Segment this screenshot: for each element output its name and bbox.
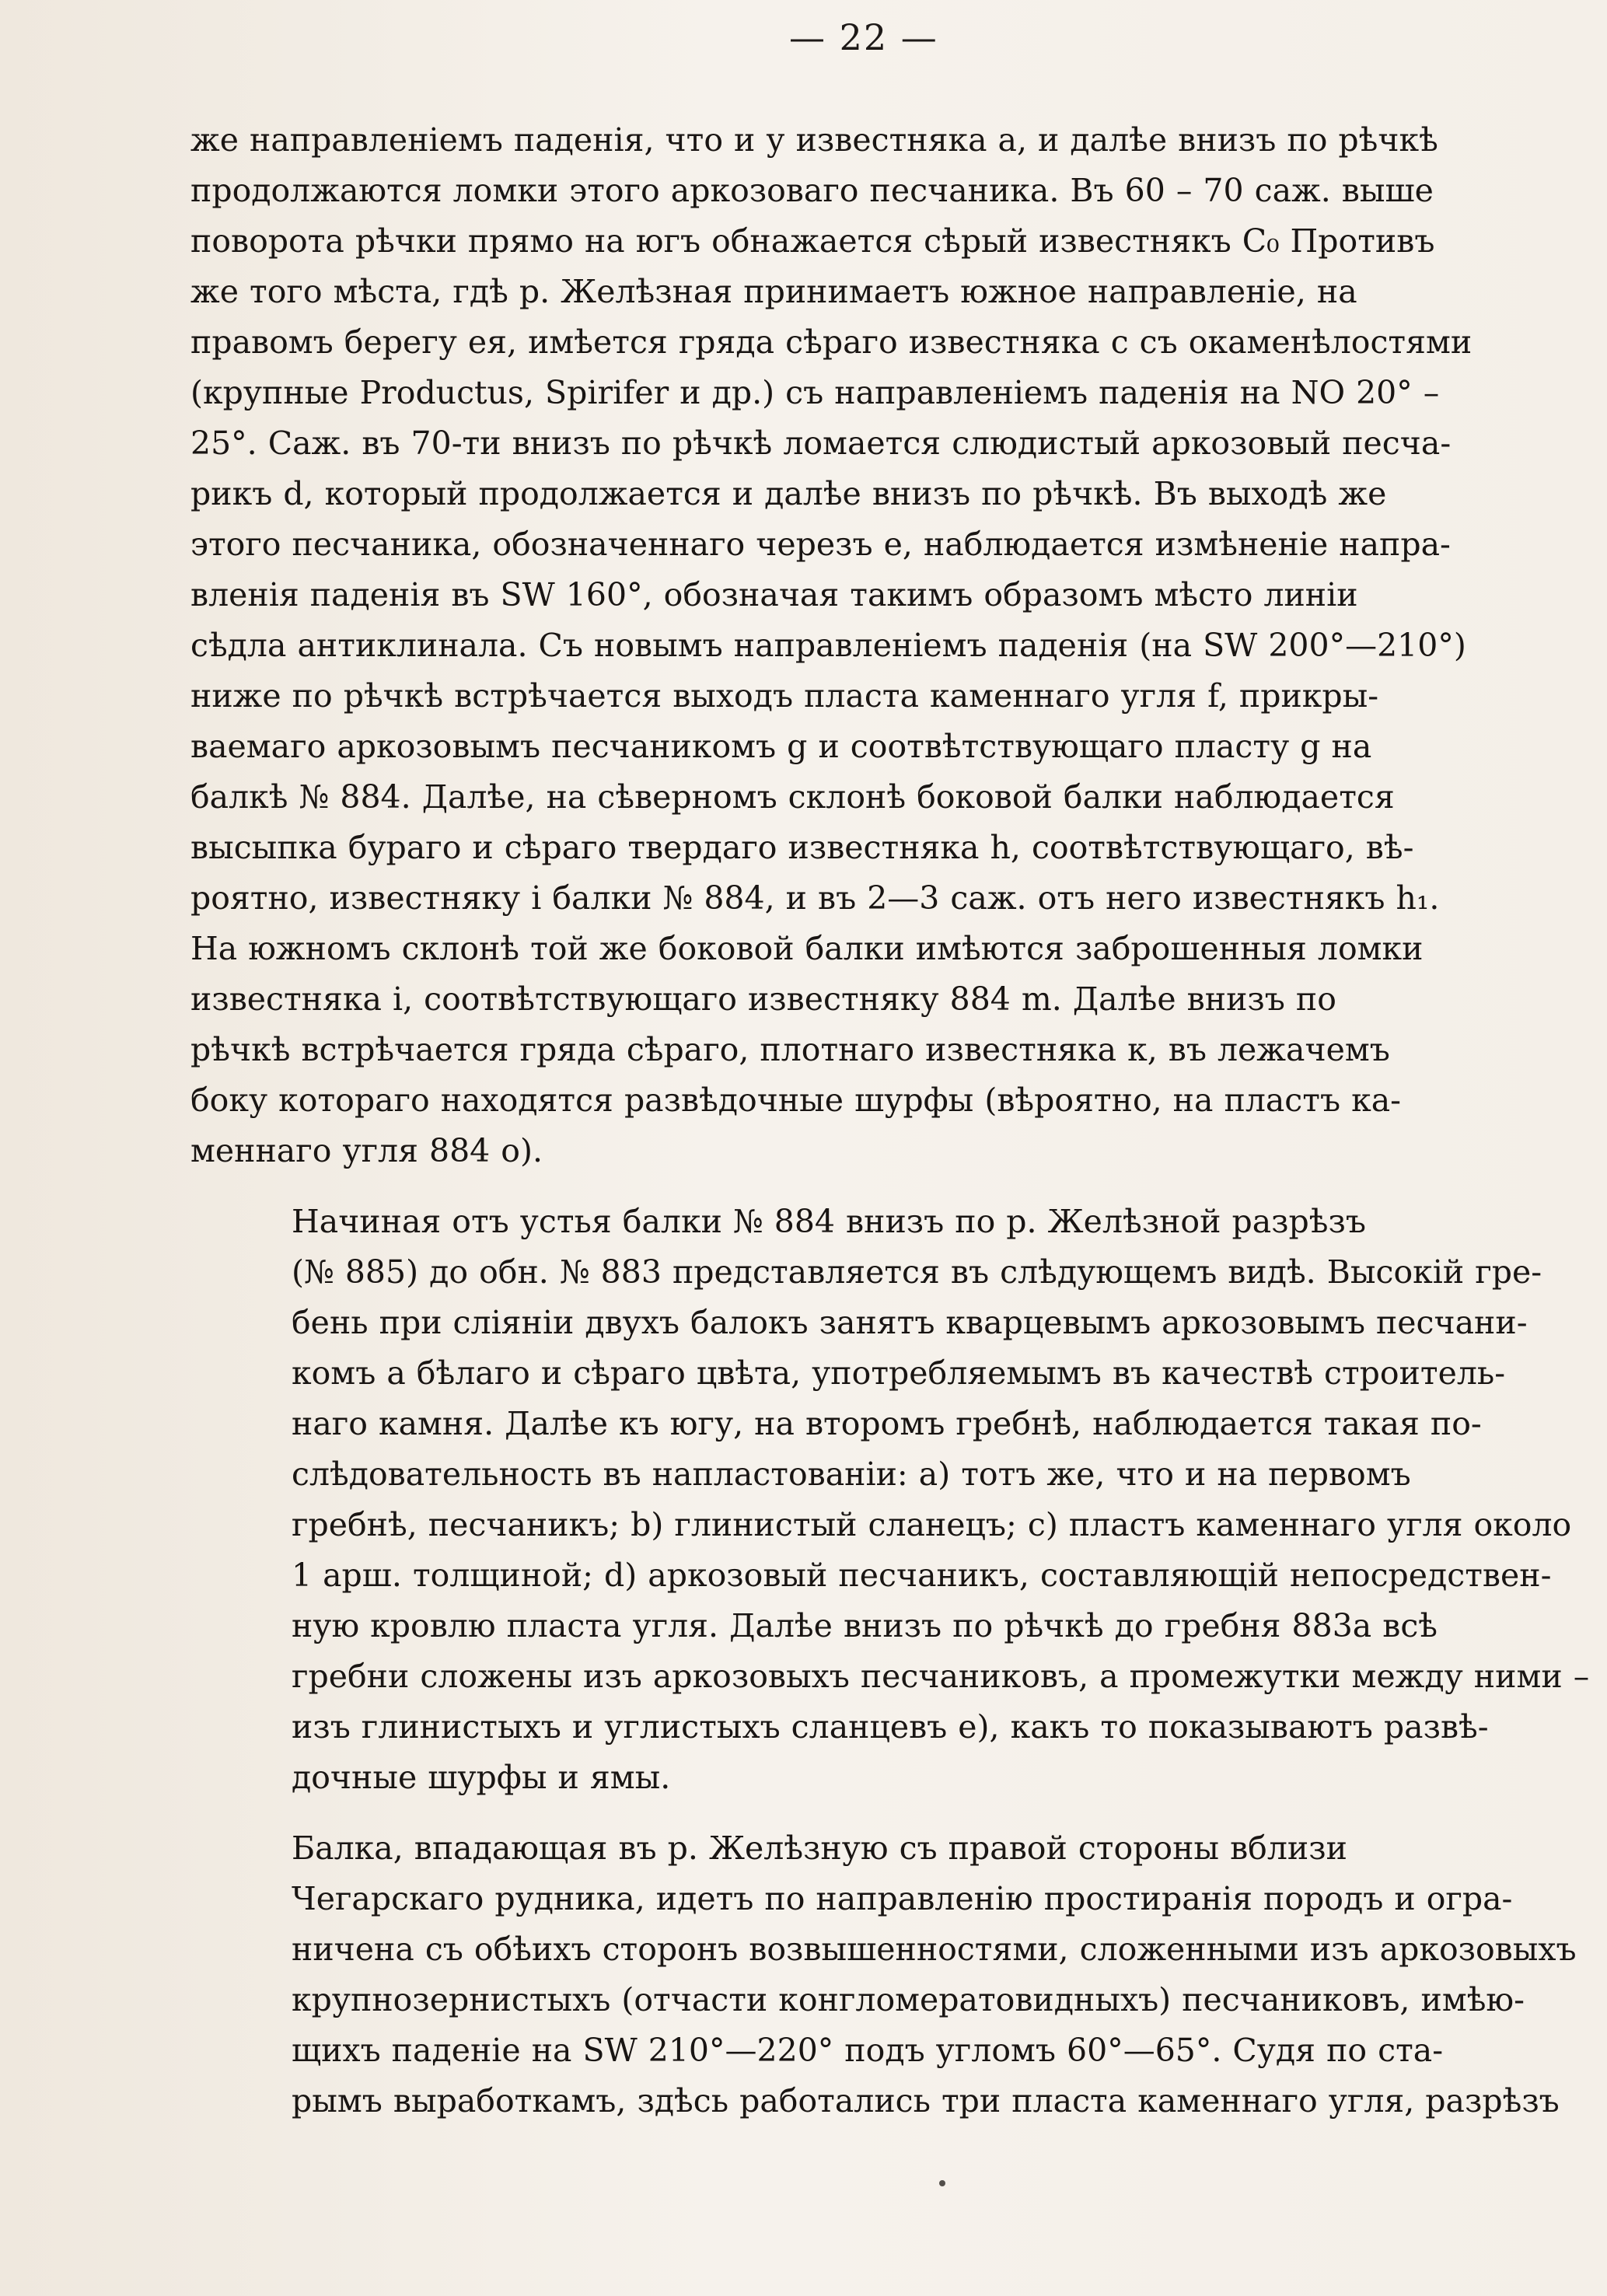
paragraph-1-line-2: продолжаются ломки этого аркозоваго песчаника. Въ 60 – 70 саж. выше xyxy=(190,172,1434,209)
paragraph-1-line-21: меннаго угля 884 о). xyxy=(190,1132,543,1169)
paragraph-2-line-1: Начиная отъ устья балки № 884 внизъ по р. Желѣзной разрѣзъ xyxy=(292,1203,1366,1240)
paragraph-2-line-2: (№ 885) до обн. № 883 представляется въ слѣдующемъ видѣ. Высокій гре- xyxy=(292,1253,1542,1291)
paragraph-1-line-16: роятно, известняку і балки № 884, и въ 2—3 саж. отъ него известнякъ h₁. xyxy=(190,879,1440,917)
paragraph-1-line-9: этого песчаника, обозначеннаго черезъ е, наблюдается измѣненіе напра- xyxy=(190,526,1451,563)
paragraph-3 xyxy=(190,1823,1582,2127)
paragraph-2-line-4: комъ а бѣлаго и сѣраго цвѣта, употребляемымъ въ качествѣ строитель- xyxy=(292,1354,1506,1392)
paragraph-1-line-14: балкѣ № 884. Далѣе, на сѣверномъ склонѣ боковой балки наблюдается xyxy=(190,778,1395,816)
paragraph-1-line-4: же того мѣста, гдѣ р. Желѣзная принимаетъ южное направленіе, на xyxy=(190,273,1357,310)
paragraph-1-line-10: вленія паденія въ SW 160°, обозначая такимъ образомъ мѣсто линіи xyxy=(190,576,1358,613)
paragraph-2-line-6: слѣдовательность въ напластованіи: а) тотъ же, что и на первомъ xyxy=(292,1456,1411,1493)
paragraph-1-line-8: рикъ d, который продолжается и далѣе внизъ по рѣчкѣ. Въ выходѣ же xyxy=(190,475,1387,512)
page-content xyxy=(190,115,1590,2147)
paragraph-1 xyxy=(190,115,1582,1176)
paragraph-2-line-12: дочные шурфы и ямы. xyxy=(292,1759,671,1796)
paragraph-2 xyxy=(190,1197,1590,1803)
paragraph-1-line-7: 25°. Саж. въ 70-ти внизъ по рѣчкѣ ломается слюдистый аркозовый песча- xyxy=(190,425,1452,462)
paragraph-1-line-3: поворота рѣчки прямо на югъ обнажается сѣрый известнякъ C₀ Противъ xyxy=(190,222,1435,260)
paragraph-1-line-19: рѣчкѣ встрѣчается гряда сѣраго, плотнаго известняка к, въ лежачемъ xyxy=(190,1031,1390,1068)
paragraph-3-line-2: Чегарскаго рудника, идетъ по направленію простиранія породъ и огра- xyxy=(292,1880,1513,1917)
paragraph-1-line-11: сѣдла антиклинала. Съ новымъ направленіемъ паденія (на SW 200°—210°) xyxy=(190,627,1466,664)
paragraph-3-line-3: ничена съ обѣихъ сторонъ возвышенностями, сложенными изъ аркозовыхъ xyxy=(292,1931,1577,1968)
paragraph-2-line-8: 1 арш. толщиной; d) аркозовый песчаникъ, составляющій непосредствен- xyxy=(292,1557,1552,1594)
paragraph-2-line-10: гребни сложены изъ аркозовыхъ песчаниковъ, а промежутки между ними – xyxy=(292,1658,1590,1695)
paragraph-1-line-18: известняка і, соотвѣтствующаго известняку 884 m. Далѣе внизъ по xyxy=(190,980,1336,1018)
paragraph-1-line-17: На южномъ склонѣ той же боковой балки имѣются заброшенныя ломки xyxy=(190,930,1424,967)
paragraph-1-line-20: боку котораго находятся развѣдочные шурфы (вѣроятно, на пластъ ка- xyxy=(190,1082,1401,1119)
paragraph-2-line-3: бень при сліяніи двухъ балокъ занятъ кварцевымъ аркозовымъ песчани- xyxy=(292,1304,1528,1341)
paragraph-2-line-11: изъ глинистыхъ и углистыхъ сланцевъ е), какъ то показываютъ развѣ- xyxy=(292,1708,1489,1746)
footer-dot xyxy=(939,2180,945,2186)
paragraph-2-line-7: гребнѣ, песчаникъ; b) глинистый сланецъ; с) пластъ каменнаго угля около xyxy=(292,1506,1572,1543)
page-number: — 22 — xyxy=(789,16,938,58)
paragraph-3-line-4: крупнозернистыхъ (отчасти конгломератовидныхъ) песчаниковъ, имѣю- xyxy=(292,1981,1525,2018)
paragraph-1-line-12: ниже по рѣчкѣ встрѣчается выходъ пласта каменнаго угля f, прикры- xyxy=(190,677,1379,715)
paragraph-1-line-1: же направленіемъ паденія, что и у известняка а, и далѣе внизъ по рѣчкѣ xyxy=(190,121,1438,159)
paragraph-3-line-5: щихъ паденіе на SW 210°—220° подъ угломъ 60°—65°. Судя по ста- xyxy=(292,2032,1444,2069)
paragraph-2-line-5: наго камня. Далѣе къ югу, на второмъ гребнѣ, наблюдается такая по- xyxy=(292,1405,1482,1442)
paragraph-1-line-15: высыпка бураго и сѣраго твердаго известняка h, соотвѣтствующаго, вѣ- xyxy=(190,829,1414,866)
paragraph-1-line-5: правомъ берегу ея, имѣется гряда сѣраго известняка с съ окаменѣлостями xyxy=(190,323,1473,361)
paragraph-1-line-6: (крупные Productus, Spirifer и др.) съ направленіемъ паденія на NO 20° – xyxy=(190,374,1440,411)
paragraph-3-line-1: Балка, впадающая въ р. Желѣзную съ правой стороны вблизи xyxy=(292,1829,1347,1867)
paragraph-3-line-6: рымъ выработкамъ, здѣсь работались три пласта каменнаго угля, разрѣзъ xyxy=(292,2082,1560,2120)
paragraph-2-line-9: ную кровлю пласта угля. Далѣе внизъ по рѣчкѣ до гребня 883а всѣ xyxy=(292,1607,1438,1644)
paragraph-1-line-13: ваемаго аркозовымъ песчаникомъ g и соотвѣтствующаго пласту g на xyxy=(190,728,1372,765)
